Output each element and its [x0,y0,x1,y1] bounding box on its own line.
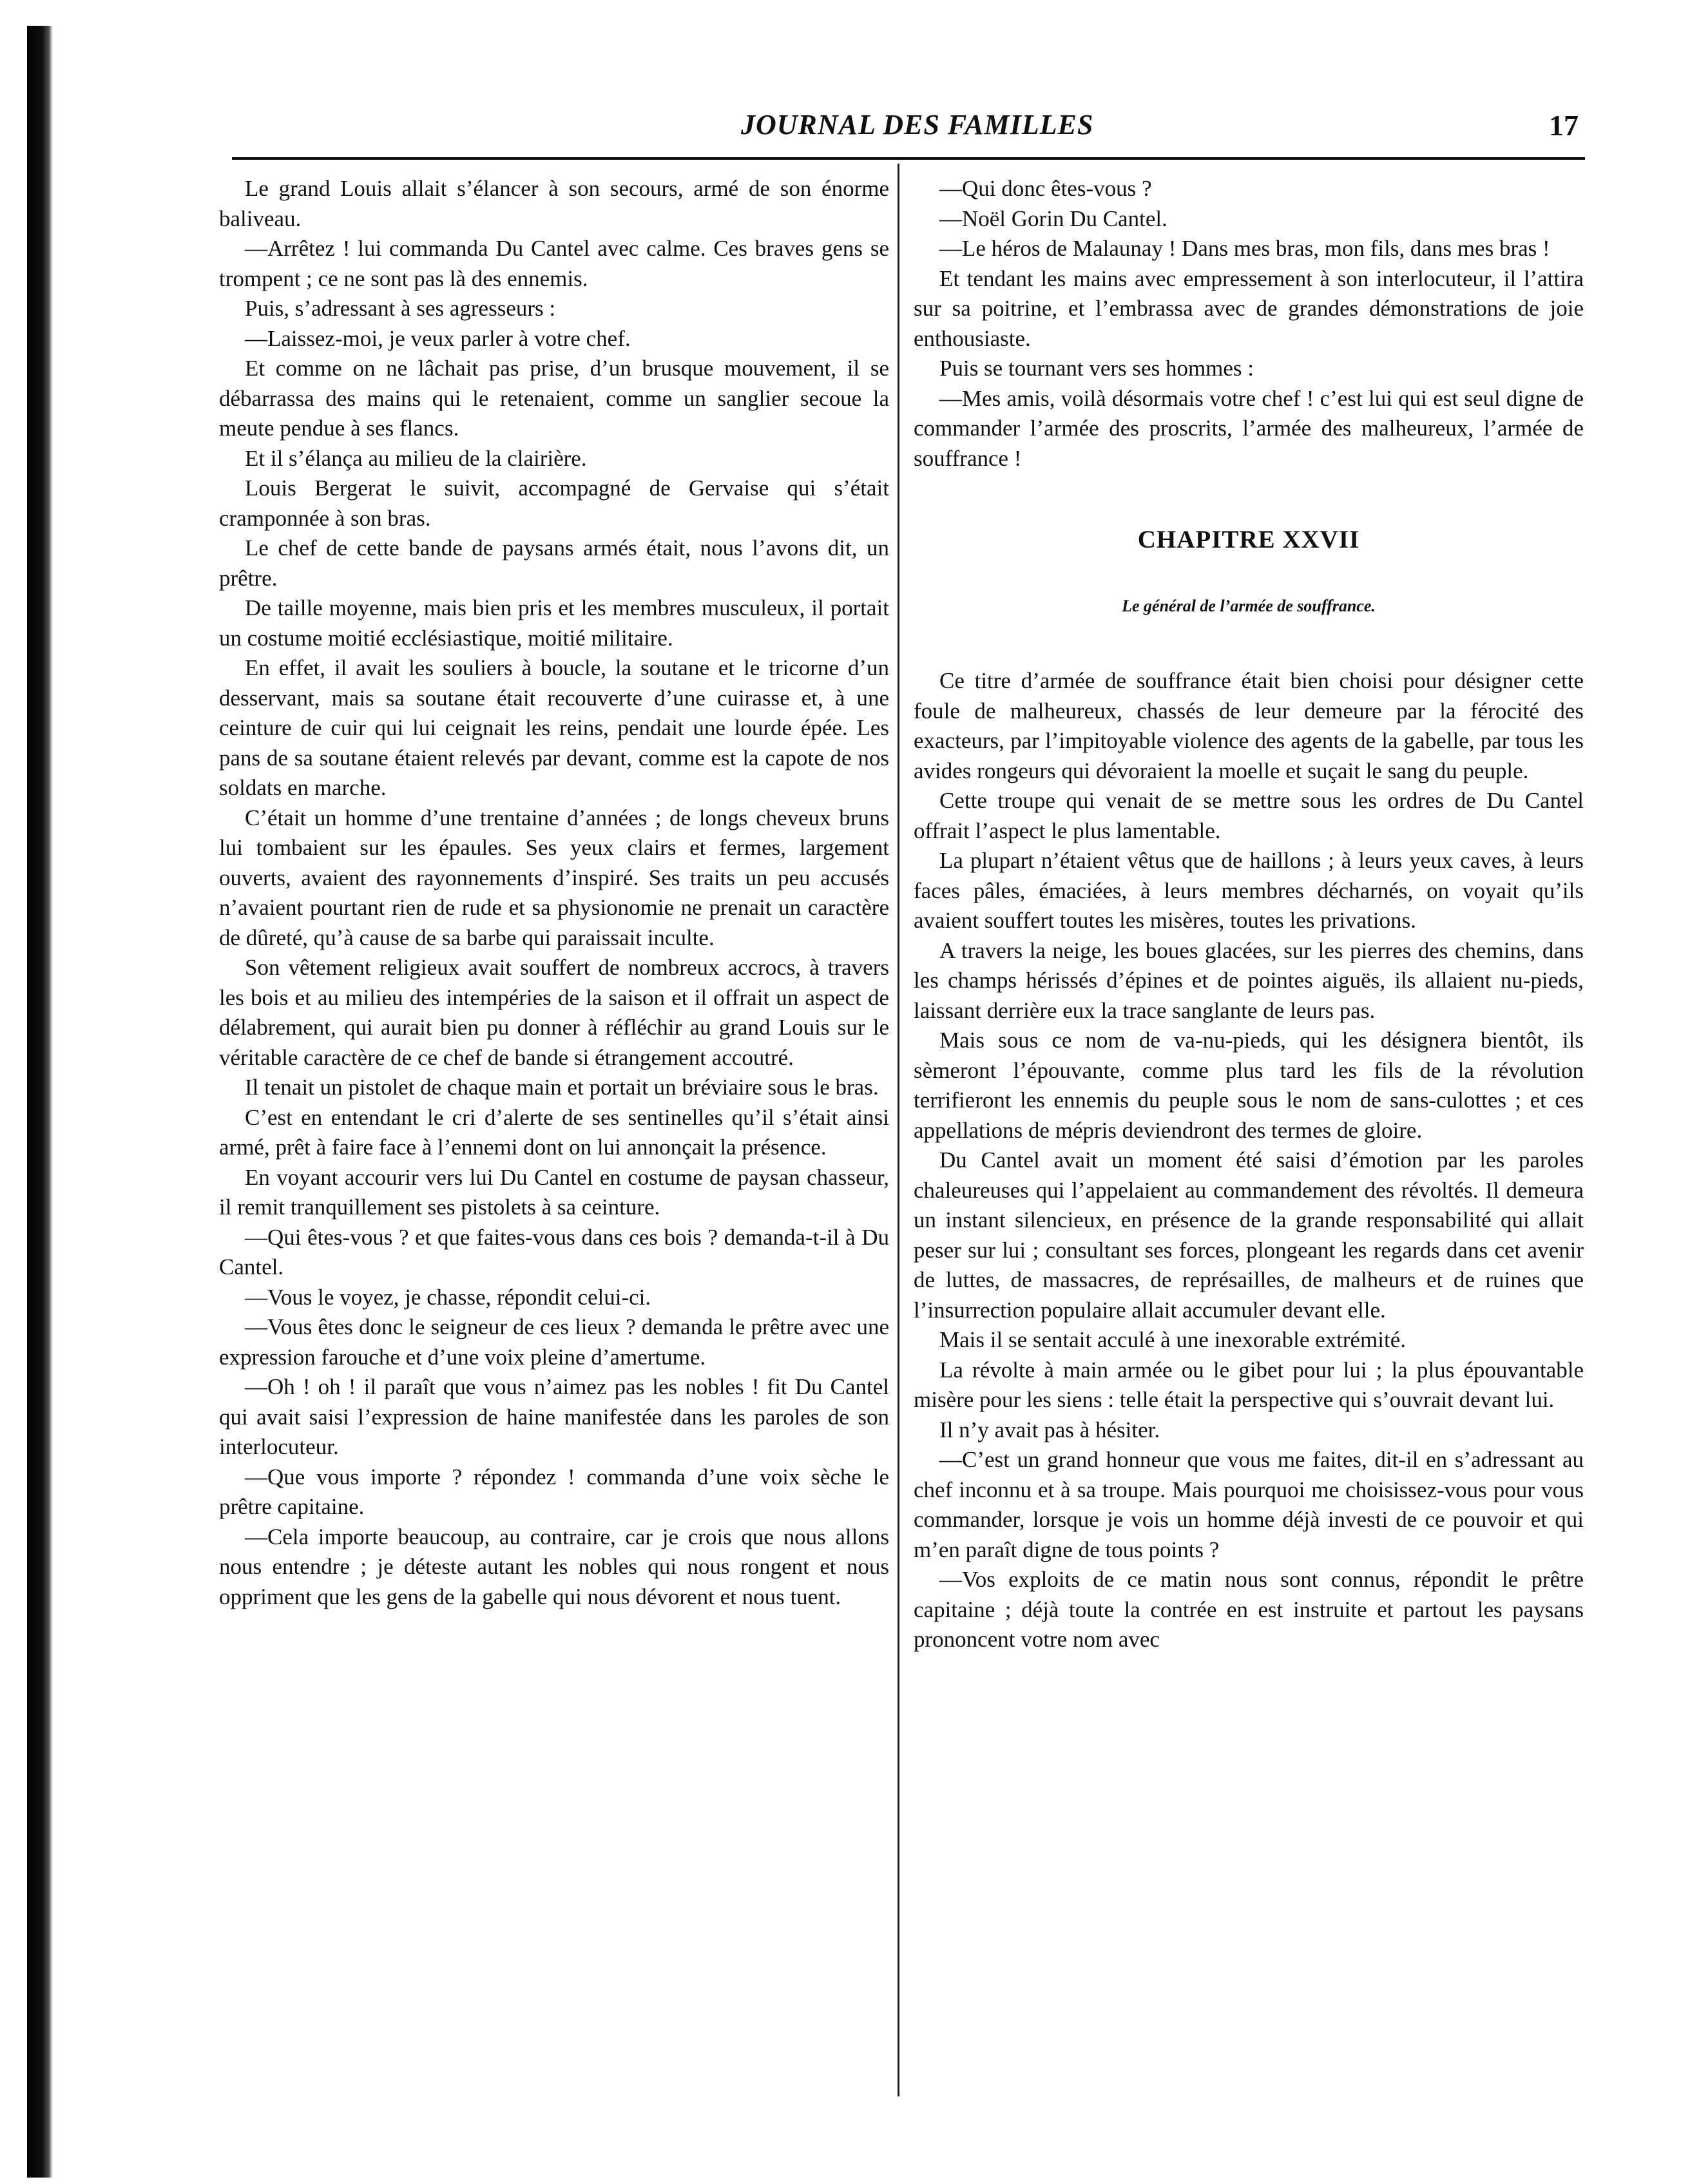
paragraph: Il n’y avait pas à hésiter. [939,1417,1160,1442]
chapter-subtitle: Le général de l’armée de souffrance. [1122,596,1376,615]
page-number: 17 [1549,109,1579,142]
paragraph: —Le héros de Malaunay ! Dans mes bras, mon fils, dans mes bras ! [939,236,1550,261]
paragraph: En effet, il avait les souliers à boucle, la soutane et le tricorne d’un desservant, mais sa soutane était recouverte d’une cuirasse et, à une ceinture de cuir qui lui ceignait les reins, pendait une lourde épée. Les pans de sa soutane étaient relevés par devant, comme est la capote de nos soldats en marche. [219,655,889,800]
paragraph: —Vos exploits de ce matin nous sont connus, répondit le prêtre capitaine ; déjà toute la contrée en est instruite et partout les paysans prononcent votre nom avec [914,1567,1584,1652]
left-column [219,174,889,1612]
paragraph: Louis Bergerat le suivit, accompagné de Gervaise qui s’était cramponnée à son bras. [219,475,889,531]
paragraph: Le chef de cette bande de paysans armés était, nous l’avons dit, un prêtre. [219,535,889,591]
paragraph: —Cela importe beaucoup, au contraire, car je crois que nous allons nous entendre ; je déteste autant les nobles qui nous rongent et nous oppriment que les gens de la gabelle qui nous dévorent et nous tuent. [219,1524,889,1609]
running-title: JOURNAL DES FAMILLES [741,109,1094,140]
paragraph: —Noël Gorin Du Cantel. [939,206,1167,231]
paragraph: C’est en entendant le cri d’alerte de ses sentinelles qu’il s’était ainsi armé, prêt à faire face à l’ennemi dont on lui annonçait la présence. [219,1104,889,1160]
paragraph: Cette troupe qui venait de se mettre sous les ordres de Du Cantel offrait l’aspect le plus lamentable. [914,788,1584,843]
paragraph: De taille moyenne, mais bien pris et les membres musculeux, il portait un costume moitié ecclésiastique, moitié militaire. [219,595,889,651]
paragraph: Puis, s’adressant à ses agresseurs : [245,296,556,321]
paragraph: Et il s’élança au milieu de la clairière. [245,445,587,471]
header-rule [232,157,1585,160]
paragraph: Son vêtement religieux avait souffert de nombreux accrocs, à travers les bois et au milieu des intempéries de la saison et il offrait un aspect de délabrement, qui aurait bien pu donner à réfléchir au grand Louis sur le véritable caractère de ce chef de bande si étrangement accoutré. [219,955,889,1070]
chapter-title: CHAPITRE XXVII [1137,526,1360,553]
paragraph: Il tenait un pistolet de chaque main et portait un bréviaire sous le bras. [245,1075,879,1100]
paragraph: —Arrêtez ! lui commanda Du Cantel avec calme. Ces braves gens se trompent ; ce ne sont pas là des ennemis. [219,236,889,291]
paragraph: —C’est un grand honneur que vous me faites, dit-il en s’adressant au chef inconnu et à sa troupe. Mais pourquoi me choisissez-vous pour vous commander, lorsque je vois un homme déjà investi de ce pouvoir et qui m’en paraît digne de tous points ? [914,1447,1584,1562]
paragraph: —Qui êtes-vous ? et que faites-vous dans ces bois ? demanda-t-il à Du Cantel. [219,1224,889,1279]
paragraph: —Qui donc êtes-vous ? [939,176,1152,201]
paragraph: —Que vous importe ? répondez ! commanda d’une voix sèche le prêtre capitaine. [219,1464,889,1519]
paragraph: Et tendant les mains avec empressement à son interlocuteur, il l’attira sur sa poitrine, et l’embrassa avec de grandes démonstrations de joie enthousiaste. [914,265,1584,351]
paragraph: —Mes amis, voilà désormais votre chef ! c’est lui qui est seul digne de commander l’armée des proscrits, l’armée des malheureux, l’armée de souffrance ! [914,385,1584,471]
right-column [914,174,1584,1655]
paragraph: C’était un homme d’une trentaine d’années ; de longs cheveux bruns lui tombaient sur les épaules. Ses yeux clairs et fermes, largement ouverts, avaient des rayonnements d’inspiré. Ses traits un peu accusés n’avaient pourtant rien de rude et sa physionomie ne prenait un caractère de dûreté, qu’à cause de sa barbe qui paraissait inculte. [219,805,889,950]
paragraph: La révolte à main armée ou le gibet pour lui ; la plus épouvantable misère pour les siens : telle était la perspective qui s’ouvrait devant lui. [914,1357,1584,1412]
paragraph: Mais il se sentait acculé à une inexorable extrémité. [939,1327,1407,1352]
paragraph: —Laissez-moi, je veux parler à votre chef. [245,325,631,351]
paragraph: Puis se tournant vers ses hommes : [939,356,1254,381]
paragraph: —Oh ! oh ! il paraît que vous n’aimez pas les nobles ! fit Du Cantel qui avait saisi l’expression de haine manifestée dans les paroles de son interlocuteur. [219,1374,889,1459]
paragraph: Ce titre d’armée de souffrance était bien choisi pour désigner cette foule de malheureux, chassés de leur demeure par la férocité des exacteurs, par l’impitoyable violence des agents de la gabelle, par tous les avides rongeurs qui dévoraient la moelle et suçait le sang du peuple. [914,668,1584,783]
paragraph: A travers la neige, les boues glacées, sur les pierres des chemins, dans les champs hérissés d’épines et de pointes aiguës, ils allaient nu-pieds, laissant derrière eux la trace sanglante de leurs pas. [914,937,1584,1023]
column-divider [898,164,899,2096]
paragraph: En voyant accourir vers lui Du Cantel en costume de paysan chasseur, il remit tranquillement ses pistolets à sa ceinture. [219,1164,889,1220]
paragraph: Le grand Louis allait s’élancer à son secours, armé de son énorme baliveau. [219,176,889,231]
page-header [232,108,1585,153]
page-binding-edge [27,26,53,2178]
paragraph: Et comme on ne lâchait pas prise, d’un brusque mouvement, il se débarrassa des mains qui le retenaient, comme un sanglier secoue la meute pendue à ses flancs. [219,356,889,441]
paragraph: Du Cantel avait un moment été saisi d’émotion par les paroles chaleureuses qui l’appelaient au commandement des révoltés. Il demeura un instant silencieux, en présence de la grande responsabilité qui allait peser sur lui ; consultant ses forces, plongeant les regards dans cet avenir de luttes, de massacres, de représailles, de malheurs et de ruines que l’insurrection populaire allait accumuler devant elle. [914,1147,1584,1323]
paragraph: —Vous le voyez, je chasse, répondit celui-ci. [245,1284,651,1310]
paragraph: —Vous êtes donc le seigneur de ces lieux ? demanda le prêtre avec une expression farouche et d’une voix pleine d’amertume. [219,1314,889,1370]
paragraph: Mais sous ce nom de va-nu-pieds, qui les désignera bientôt, ils sèmeront l’épouvante, comme plus tard les fils de la révolution terrifieront les ennemis du peuple sous le nom de sans-culottes ; et ces appellations de mépris deviendront des termes de gloire. [914,1028,1584,1143]
paragraph: La plupart n’étaient vêtus que de haillons ; à leurs yeux caves, à leurs faces pâles, émaciées, à leurs membres décharnés, on voyait qu’ils avaient souffert toutes les misères, toutes les privations. [914,848,1584,933]
